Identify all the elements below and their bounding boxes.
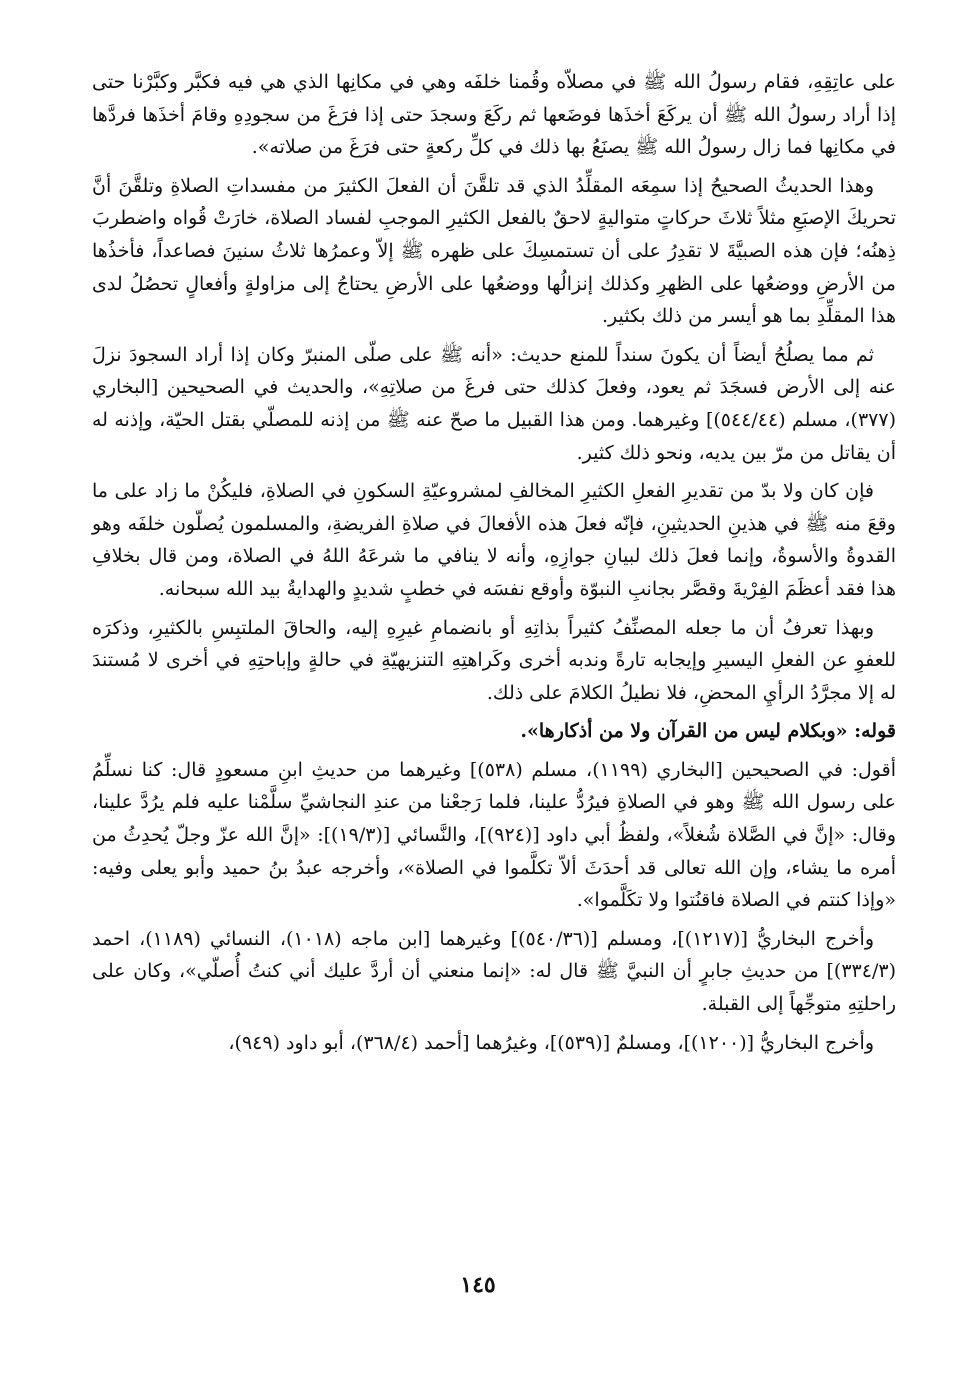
paragraph-7: أقول: في الصحيحين [البخاري (١١٩٩)، مسلم (٥٣٨)] وغيرهما من حديثِ ابنِ مسعودٍ قال: كنا نسلِّمُ على رسول الله ﷺ وهو في الصلاةِ فيرُدُّ علينا، فلما رَجعْنا من عندِ النجاشيِّ سلَّمْنا عليه فلم يرُدَّ علينا، وقال: «إنَّ في الصَّلاة شُغلاً»، ولفظُ أبي داود [(٩٢٤)]، والنَّسائي [(١٩/٣)]: «إنَّ الله عزّ وجلّ يُحدِثُ من أمره ما يشاء، وإن الله تعالى قد أحدَثَ ألاّ تكلَّموا في الصلاة»، وأخرجه عبدُ بنُ حميد وأبو يعلى وفيه: «وإذا كنتم في الصلاة فاقنُتوا ولا تكَلَّموا».: [92, 758, 896, 912]
paragraph-3: ثم مما يصلُحُ أيضاً أن يكونَ سنداً للمنع حديث: «أنه ﷺ على صلّى المنبرّ وكان إذا أراد السجودَ نزلَ عنه إلى الأرض فسجَدَ ثم يعود، وفعلَ كذلك حتى فرغَ من صلاتِهِ»، والحديث في الصحيحين [البخاري (٣٧٧)، مسلم (٥٤٤/٤٤)] وغيرهما. ومن هذا القبيل ما صحّ عنه ﷺ من إذنه للمصلّي بقتل الحيّة، وإذنه له أن يقاتل من مرّ بين يديه، ونحو ذلك كثير.: [92, 343, 896, 464]
paragraph-9: وأخرج البخاريُّ [(١٢٠٠)]، ومسلمٌ [(٥٣٩)]، وغيرُهما [أحمد (٣٦٨/٤)، أبو داود (٩٤٩)،: [228, 1031, 874, 1054]
paragraph-5: وبهذا تعرفُ أن ما جعله المصنِّفُ كثيراً بذاتِهِ أو بانضمامِ غيرِهِ إليه، والحاقَ الملتبِسِ بالكثيرِ، وذكرَه للعفوِ عن الفعلِ اليسيرِ وإيجابه تارةً وندبه أخرى وكَراهتِهِ التنزيهيّةِ في حالةٍ وإباحتِهِ في أخرى لا مُستندَ له إلا مجرَّدُ الرأيِ المحضِ، فلا نطيلُ الكلامَ على ذلك.: [92, 616, 896, 704]
page-number: ١٤٥: [460, 1272, 496, 1298]
paragraph-8: وأخرج البخاريُّ [(١٢١٧)]، ومسلم [(٥٤٠/٣٦)] وغيرهما [ابن ماجه (١٠١٨)، النسائي (١١٨٩)، احمد (٣٣٤/٣)] من حديثِ جابرٍ أن النبيَّ ﷺ قال له: «إنما منعني أن أردَّ عليك أني كنتُ أُصلّي»، وكان على راحلتِهِ متوجِّهاً إلى القبلة.: [92, 927, 896, 1016]
paragraph-1: على عاتِقِهِ، فقام رسولُ الله ﷺ في مصلاّه وقُمنا خلفَه وهي في مكانِها الذي هي فيه فكبَّر وكبَّرْنا حتى إذا أراد رسولُ الله ﷺ أن يركَعَ أخذَها فوضَعها ثم ركَعَ وسجدَ حتى إذا فرَغَ من سجودِهِ وقامَ أخذَها فردَّها في مكانِها فما زال رسولُ الله ﷺ يصنَعُ بها ذلك في كلِّ ركعةٍ حتى فرَغَ من صلاته».: [92, 71, 896, 159]
paragraph-4: فإن كان ولا بدّ من تقديرِ الفعلِ الكثيرِ المخالفِ لمشروعيّةِ السكونِ في الصلاةِ، فليكُنْ ما زاد على ما وقعَ منه ﷺ في هذينِ الحديثينِ، فإنّه فعلَ هذه الأفعالَ في صلاةِ الفريضةِ، والمسلمون يُصلّون خلفَه وهو القدوةُ والأسوةُ، وإنما فعلَ ذلك لبيانِ جوازِهِ، وأنه لا ينافي ما شرعَهُ اللهُ في الصلاة، ومن قال بخلافِ هذا فقد أعظَمَ الفِرْيةَ وقصَّر بجانبِ النبوّة وأوقع نفسَه في خطبٍ شديدٍ والهدايةُ بيد الله سبحانه.: [92, 480, 896, 600]
section-heading-quote: قوله: «وبكلام ليس من القرآن ولا من أذكارها».: [520, 720, 896, 743]
body-text: [92, 66, 896, 1065]
paragraph-2: وهذا الحديثُ الصحيحُ إذا سمِعَه المقلِّدُ الذي قد تلقَّنَ أن الفعلَ الكثيرَ من مفسداتِ الصلاةِ وتلقَّنَ أنَّ تحريكَ الإصبَعِ مثلاً ثلاثَ حركاتٍ متواليةٍ لاحقٌ بالفعل الكثيرِ الموجبِ لفساد الصلاة، خارَتْ قُواه واضطربَ ذِهنُه؛ فإن هذه الصبيَّةَ لا تقدِرُ على أن تستمسِكَ على ظهره ﷺ إلاّ وعمرُها ثلاثُ سنينَ فصاعداً، فأخذُها من الأرضِ ووضعُها على الظهرِ وكذلك إنزالُها ووضعُها على الأرضِ يحتاجُ إلى مزاولةٍ وأفعالٍ تحصُلُ لدى هذا المقلِّدِ بما هو أيسر من ذلك بكثير.: [92, 174, 896, 328]
